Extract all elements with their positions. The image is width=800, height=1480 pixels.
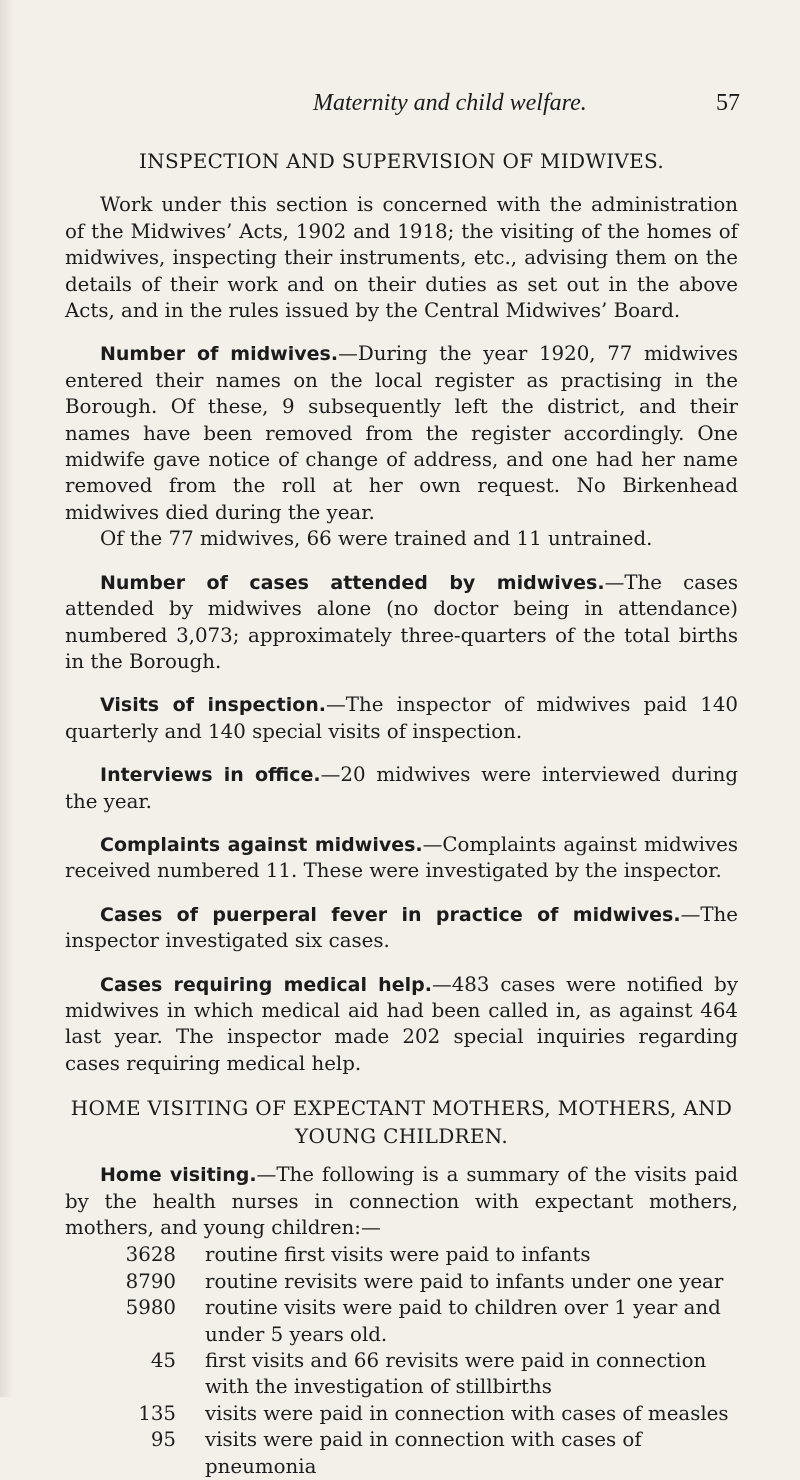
- runin-title: Cases of puerperal fever in practice of midwives.: [100, 903, 681, 926]
- visit-count: 95: [150, 1428, 176, 1452]
- runin-title: Cases requiring medical help.: [100, 973, 432, 996]
- runin-title: Home visiting.: [100, 1164, 257, 1187]
- visit-count: 135: [138, 1401, 176, 1425]
- visit-count: 8790: [125, 1269, 176, 1293]
- section-paragraph: [65, 832, 738, 885]
- list-item: [65, 1242, 738, 1268]
- paragraph-text: —The cases attended by midwives alone (no doctor being in attendance) numbered 3,073; approximately three-quarters of the total births in the Borough.: [65, 570, 739, 673]
- runin-title: Number of midwives.: [100, 343, 339, 366]
- paragraph-text: —20 midwives were interviewed during the year.: [65, 763, 739, 813]
- section-paragraph: [65, 570, 738, 676]
- visits-list: [65, 1242, 738, 1480]
- section-paragraph: [65, 526, 738, 552]
- visit-description: routine first visits were paid to infants: [205, 1243, 591, 1267]
- section-heading-midwives: INSPECTION AND SUPERVISION OF MIDWIVES.: [138, 149, 665, 173]
- runin-title: Number of cases attended by midwives.: [100, 571, 605, 594]
- section-paragraph: [65, 692, 738, 745]
- page-binding-shadow: [0, 0, 14, 1397]
- section-paragraph: [65, 902, 738, 955]
- section-paragraph: [65, 972, 738, 1078]
- visit-count: 3628: [125, 1243, 176, 1267]
- midwives-paragraphs: [65, 341, 738, 1077]
- running-head-title: Maternity and child welfare.: [313, 90, 587, 116]
- paragraph-text: —Complaints against midwives received numbered 11. These were investigated by the inspector.: [65, 832, 738, 883]
- visit-count: 5980: [125, 1296, 176, 1320]
- runin-title: Complaints against midwives.: [100, 833, 423, 856]
- runin-title: Interviews in office.: [100, 764, 321, 787]
- visit-description: routine revisits were paid to infants under one year: [205, 1269, 724, 1293]
- paragraph-text: Of the 77 midwives, 66 were trained and 11 untrained.: [100, 527, 653, 551]
- visit-description: routine visits were paid to children over 1 year and under 5 years old.: [205, 1296, 721, 1346]
- home-visiting-paragraph: [65, 1162, 738, 1241]
- list-item: [65, 1401, 738, 1427]
- runin-title: Visits of inspection.: [100, 694, 327, 717]
- section-paragraph: [65, 341, 738, 526]
- paragraph-text: —The inspector of midwives paid 140 quarterly and 140 special visits of inspection.: [65, 693, 739, 743]
- paragraph-text: —The inspector investigated six cases.: [65, 902, 738, 953]
- section-paragraph: [65, 762, 738, 815]
- list-item: [65, 1269, 738, 1295]
- paragraph-text: —483 cases were notified by midwives in which medical aid had been called in, as against 464 last year. The inspector made 202 special inquiries regarding cases requiring medical help.: [65, 972, 738, 1075]
- visit-description: first visits and 66 revisits were paid in connection with the investigation of stillbirths: [205, 1349, 707, 1399]
- list-item: [65, 1348, 738, 1401]
- page-number: 57: [716, 90, 740, 116]
- paragraph-text: —During the year 1920, 77 midwives entered their names on the local register as practising in the Borough. Of these, 9 subsequently left the district, and their names have been removed from the register accordingly. One midwife gave notice of change of address, and one had her name removed from the roll at her own request. No Birkenhead midwives died during the year.: [65, 342, 739, 524]
- section-heading-home-visiting: HOME VISITING OF EXPECTANT MOTHERS, MOTHERS, AND YOUNG CHILDREN.: [70, 1096, 733, 1149]
- body-text: [65, 148, 738, 1480]
- intro-paragraph: Work under this section is concerned with the administration of the Midwives’ Acts, 1902 and 1918; the visiting of the homes of midwives, inspecting their instruments, etc., advising them on the details of their work and on their duties as set out in the above Acts, and in the rules issued by the Central Midwives’ Board.: [65, 193, 738, 323]
- visit-description: visits were paid in connection with cases of pneumonia: [205, 1428, 642, 1478]
- list-item: [65, 1427, 738, 1480]
- list-item: [65, 1295, 738, 1348]
- paragraph-text: —The following is a summary of the visits paid by the health nurses in connection with expectant mothers, mothers, and young children:—: [65, 1163, 738, 1239]
- visit-description: visits were paid in connection with cases of measles: [205, 1401, 729, 1425]
- visit-count: 45: [150, 1349, 176, 1373]
